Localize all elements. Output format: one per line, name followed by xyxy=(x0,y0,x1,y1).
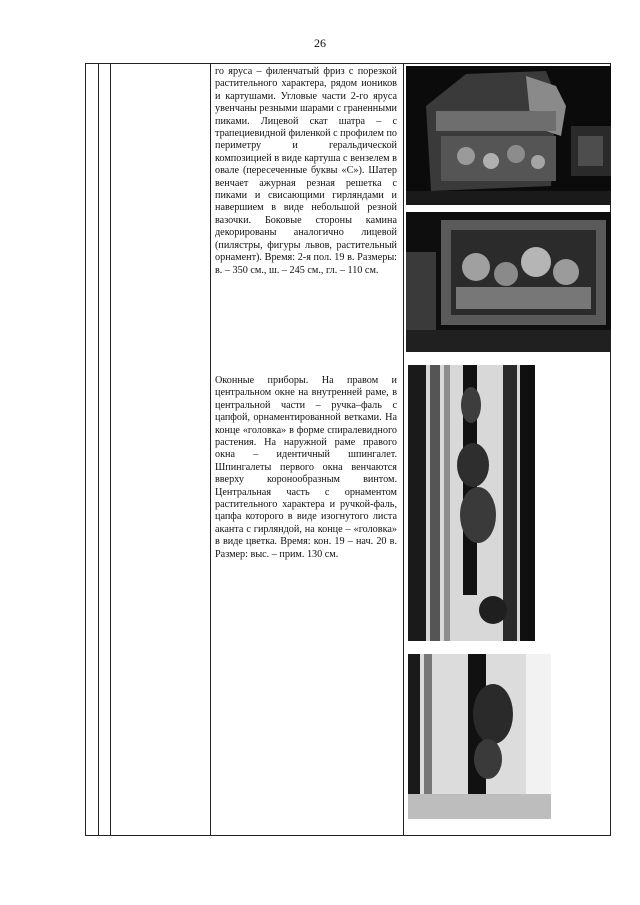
carved-relief-photo xyxy=(406,212,611,352)
column-divider xyxy=(210,64,211,835)
fireplace-canopy-photo xyxy=(406,66,611,205)
fireplace-description: го яруса – филенчатый фриз с порезкой растительного характера, рядом иоников и картушами. Угловые части 2-го яруса увенчаны резными шарами с граненными пиками. Лицевой скат шатра – с трапециевидной филенкой с профилем по периметру и геральдической композицией в виде картуша с вензелем в овале (пересеченные буквы «С»). Шатер венчает ажурная резная решетка с пиками и свисающими гирляндами и навершием в виде небольшой резной вазочки. Боковые стороны камина декорированы аналогично лицевой (пилястры, фигуры львов, растительный орнамент). Время: 2-я пол. 19 в. Размеры: в. – 350 см., ш. – 245 см., гл. – 110 см. xyxy=(215,66,397,276)
page-number: 26 xyxy=(314,36,326,50)
column-divider xyxy=(403,64,404,835)
column-divider xyxy=(110,64,111,835)
window-handle-photo xyxy=(408,365,535,641)
window-hardware-description: Оконные приборы. На правом и центральном окне на внутренней раме, в центральной части – ручка–фаль с цапфой, орнаментированной ветками. На конце «головка» в форме спиралевидного растения. На наружной раме правого окна – идентичный шпингалет. Шпингалеты первого окна венчаются вверху коронообразным винтом. Центральная часть с орнаментом растительного характера и ручкой-фаль, цапфа которого в виде изогнутого листа аканта с гирляндой, на конце – «головка» в виде цветка. Время: кон. 19 – нач. 20 в. Размер: выс. – прим. 130 см. xyxy=(215,375,397,560)
inventory-table xyxy=(85,63,611,836)
window-handle-detail-photo xyxy=(408,654,551,819)
column-divider xyxy=(98,64,99,835)
